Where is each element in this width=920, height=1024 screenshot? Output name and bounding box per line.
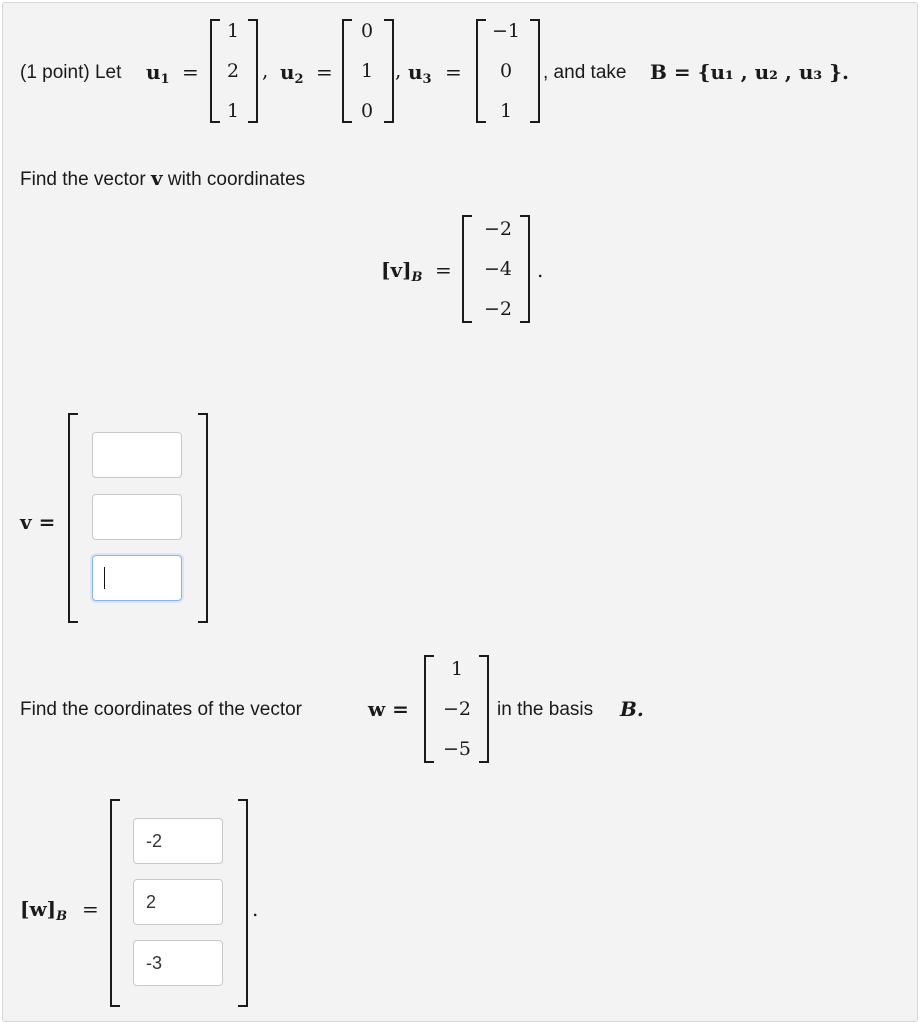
w-answer-label: $[w]_B$ [20,897,68,924]
v-coord-bracket-left [462,215,472,323]
v-answer-bracket-left [68,413,78,623]
w-answer-bracket-right [238,799,248,1007]
comma: , [262,58,269,82]
text-caret [104,567,105,589]
u2-entry: 0 [360,100,374,122]
v-answer-input-3[interactable] [92,555,182,601]
basis-symbol: B. [620,697,644,721]
v-coord-entry: −2 [483,298,512,320]
v-answer-label: v = [20,510,56,534]
w-bracket-right [479,655,489,763]
v-answer-input-1[interactable] [92,432,182,478]
u1-bracket-right [248,19,258,123]
w-entry: 1 [450,658,464,680]
u2-entry: 0 [360,20,374,42]
w-entry: −5 [442,738,471,760]
u3-entry: 0 [499,60,513,82]
q2-prompt-prefix: Find the coordinates of the vector [20,699,302,720]
intro-prefix: (1 point) Let [20,62,122,83]
basis-definition: B = {u₁ , u₂ , u₃ }. [650,60,849,84]
w-answer-equals: = [82,897,99,921]
u1-entry: 1 [226,100,240,122]
v-coord-bracket-right [520,215,530,323]
w-bracket-left [424,655,434,763]
v-answer-input-2[interactable] [92,494,182,540]
v-coord-entry: −2 [483,218,512,240]
w-answer-input-3[interactable] [133,940,223,986]
w-entry: −2 [442,698,471,720]
u2-equals: = [316,60,333,84]
w-answer-input-1[interactable] [133,818,223,864]
u1-equals: = [182,60,199,84]
u3-equals: = [445,60,462,84]
v-coord-entry: −4 [483,258,512,280]
v-answer-bracket-right [198,413,208,623]
w-answer-bracket-left [110,799,120,1007]
w-label: w = [368,697,409,721]
v-coord-label: $[v]_B$ [381,258,423,285]
q2-prompt-suffix: in the basis [497,699,594,720]
w-answer-input-2[interactable] [133,879,223,925]
u1-entry: 2 [226,60,240,82]
u3-label: $u_3$ [408,60,432,87]
u3-bracket-right [530,19,540,123]
comma: , [395,58,402,82]
u2-label: $u_2$ [280,60,304,87]
u1-entry: 1 [226,20,240,42]
u3-entry: 1 [499,100,513,122]
u1-label: $u_1$ [146,60,170,87]
period: . [537,258,544,282]
and-take-text: , and take [543,62,627,83]
v-coord-equals: = [435,258,452,282]
period: . [252,897,259,921]
q1-prompt: Find the vector v with coordinates [20,166,306,190]
u3-entry: −1 [491,20,520,42]
u2-bracket-right [384,19,394,123]
u2-entry: 1 [360,60,374,82]
